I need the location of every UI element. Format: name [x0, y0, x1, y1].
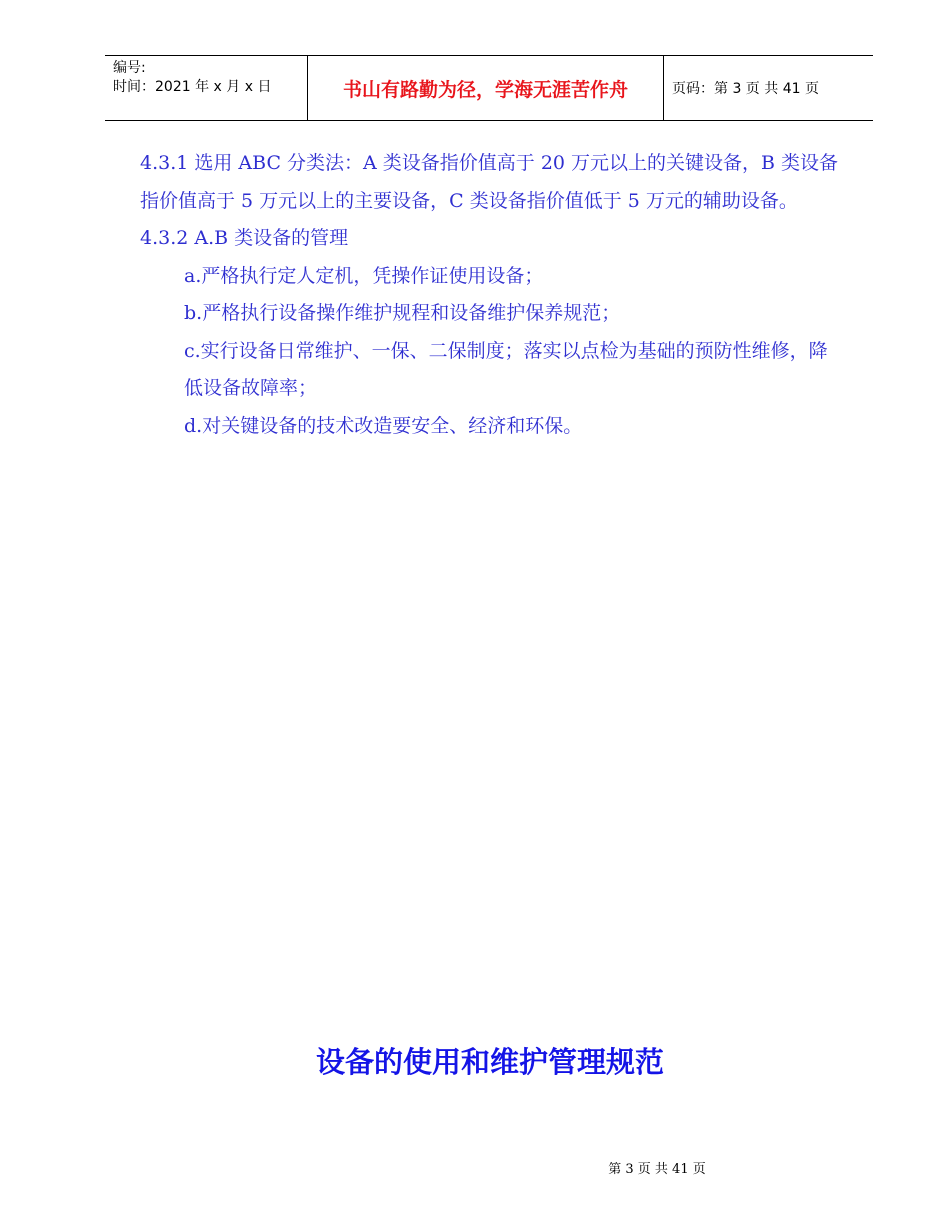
- list-item-b: b.严格执行设备操作维护规程和设备维护保养规范；: [184, 302, 621, 324]
- list-item-c: c.实行设备日常维护、一保、二保制度；落实以点检为基础的预防性维修，降低设备故障率；: [184, 339, 828, 399]
- paragraph-4-3-2-heading: 4.3.2 A.B 类设备的管理: [140, 227, 349, 249]
- document-title: 设备的使用和维护管理规范: [315, 1045, 664, 1079]
- header-page-info: 页码：第 3 页 共 41 页: [672, 81, 819, 97]
- list-item-a: a.严格执行定人定机，凭操作证使用设备；: [184, 264, 544, 287]
- list-item-d: d.对关键设备的技术改造要安全、经济和环保。: [184, 414, 583, 437]
- header-motto: 书山有路勤为径，学海无涯苦作舟: [308, 56, 664, 120]
- document-number-label: 编号:: [113, 60, 146, 76]
- page-header: [105, 55, 873, 121]
- header-meta: [105, 56, 308, 120]
- document-time-label: 时间：2021 年 x 月 x 日: [113, 79, 272, 95]
- page-footer: 第 3 页 共 41 页: [608, 1162, 706, 1177]
- document-body: [140, 145, 840, 445]
- paragraph-4-3-1: 4.3.1 选用 ABC 分类法：A 类设备指价值高于 20 万元以上的关键设备，B 类设备指价值高于 5 万元以上的主要设备，C 类设备指价值低于 5 万元的辅助设备。: [140, 152, 839, 212]
